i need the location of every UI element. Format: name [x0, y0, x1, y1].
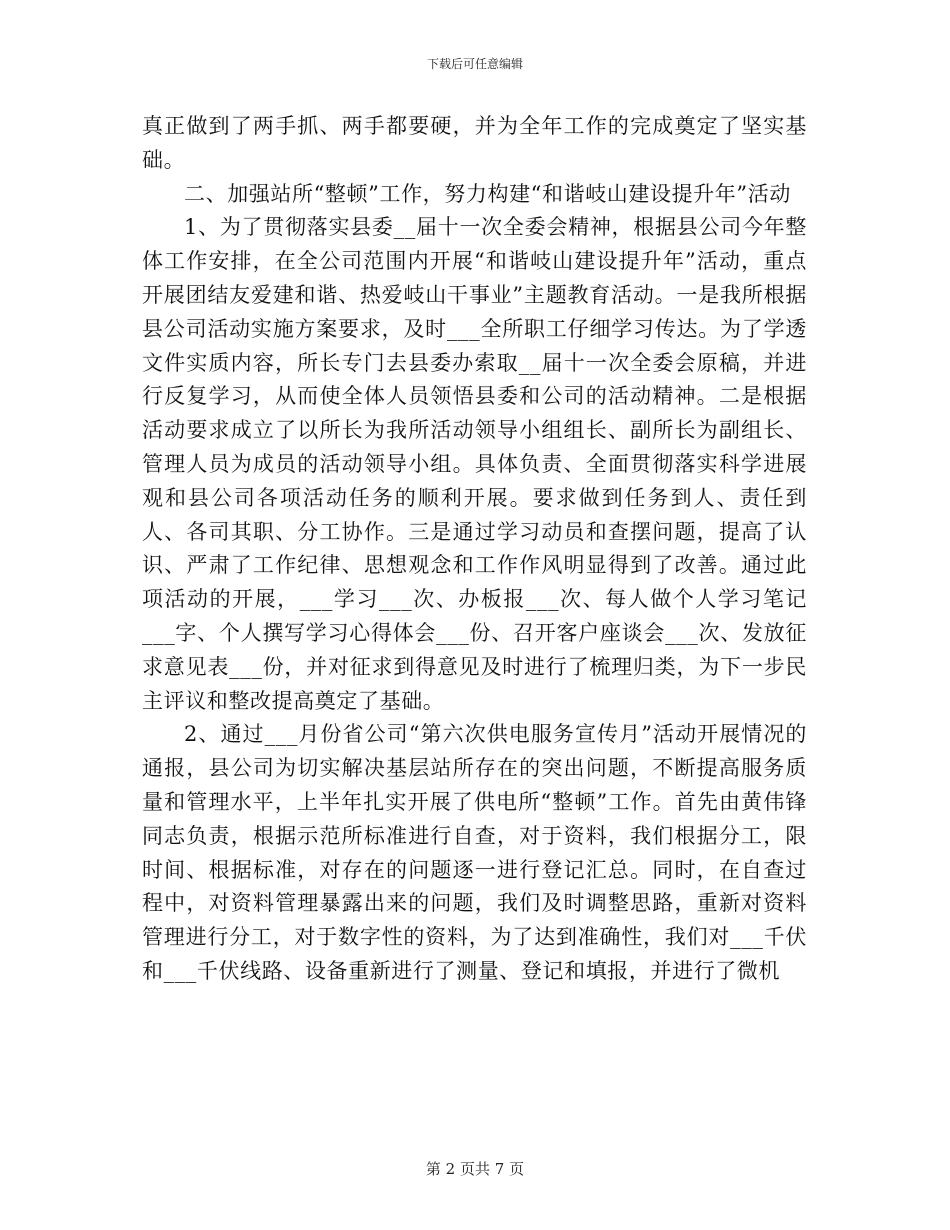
paragraph-section-heading: 二、加强站所“整顿”工作，努力构建“和谐岐山建设提升年”活动 — [184, 181, 791, 206]
document-body — [142, 110, 807, 989]
paragraph-item-1: 1、为了贯彻落实县委__届十一次全委会精神，根据县公司今年整体工作安排，在全公司范围内开展“和谐岐山建设提升年”活动，重点开展团结友爱建和谐、热爱岐山干事业”主题教育活动。一是我所根据县公司活动实施方案要求，及时___全所职工仔细学习传达。为了学透文件实质内容，所长专门去县委办索取__届十一次全委会原稿，并进行反复学习，从而使全体人员领悟县委和公司的活动精神。二是根据活动要求成立了以所长为我所活动领导小组组长、副所长为副组长、管理人员为成员的活动领导小组。具体负责、全面贯彻落实科学进展观和县公司各项活动任务的顺利开展。要求做到任务到人、责任到人、各司其职、分工协作。三是通过学习动员和查摆问题，提高了认识、严肃了工作纪律、思想观念和工作作风明显得到了改善。通过此项活动的开展，___学习___次、办板报___次、每人做个人学习笔记___字、个人撰写学习心得体会___份、召开客户座谈会___次、发放征求意见表___份，并对征求到得意见及时进行了梳理归类，为下一步民主评议和整改提高奠定了基础。 — [142, 215, 807, 713]
page-header-note: 下载后可任意编辑 — [426, 57, 523, 71]
paragraph-item-2: 2、通过___月份省公司“第六次供电服务宣传月”活动开展情况的通报，县公司为切实解决基层站所存在的突出问题，不断提高服务质量和管理水平，上半年扎实开展了供电所“整顿”工作。首先由黄伟锋同志负责，根据示范所标准进行自查，对于资料，我们根据分工，限时间、根据标准，对存在的问题逐一进行登记汇总。同时，在自查过程中，对资料管理暴露出来的问题，我们及时调整思路，重新对资料管理进行分工，对于数字性的资料，为了达到准确性，我们对___千伏和___千伏线路、设备重新进行了测量、登记和填报，并进行了微机 — [142, 722, 807, 983]
paragraph-continuation: 真正做到了两手抓、两手都要硬，并为全年工作的完成奠定了坚实基础。 — [142, 114, 807, 172]
page-number-footer: 第 2 页共 7 页 — [425, 1160, 525, 1178]
